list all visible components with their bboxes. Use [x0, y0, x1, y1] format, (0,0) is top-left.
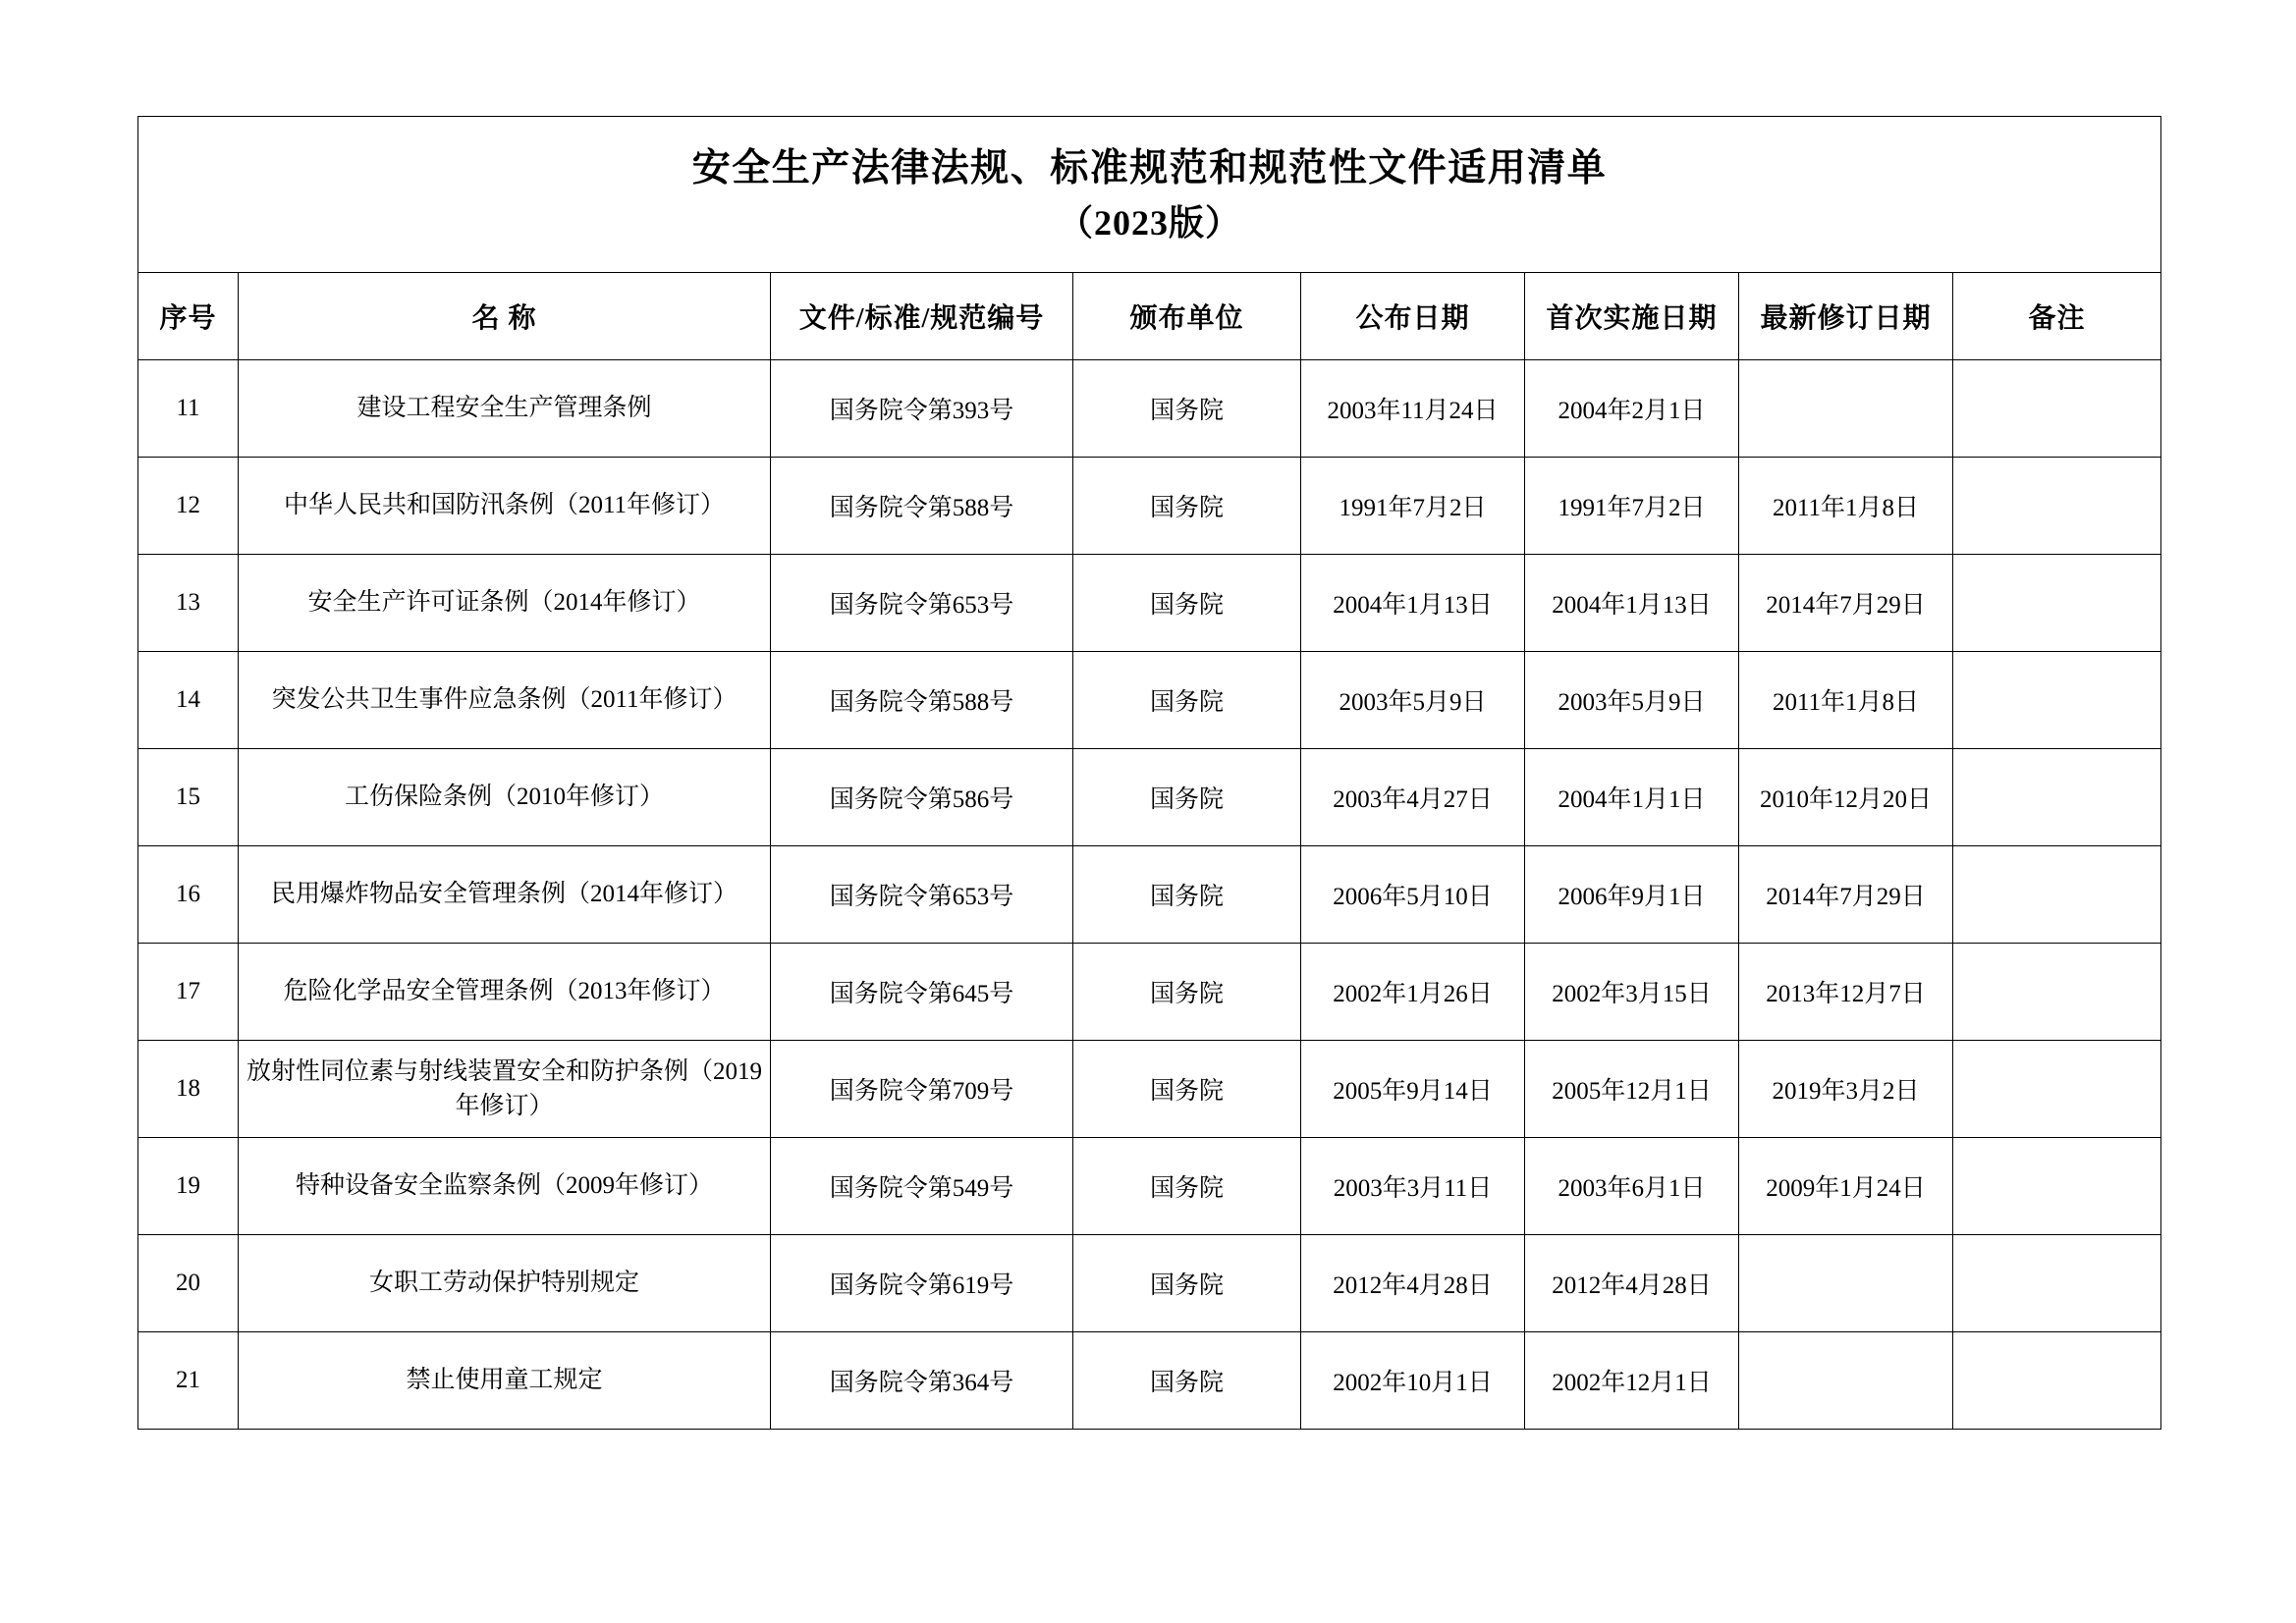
- row-note: [1953, 944, 2161, 1041]
- row-code: 国务院令第393号: [771, 360, 1073, 458]
- row-name: 民用爆炸物品安全管理条例（2014年修订）: [239, 846, 771, 944]
- row-latest-revision-date: 2011年1月8日: [1739, 652, 1953, 749]
- title-row: [138, 117, 2161, 273]
- row-latest-revision-date: 2014年7月29日: [1739, 555, 1953, 652]
- row-note: [1953, 749, 2161, 846]
- row-publish-date: 2003年4月27日: [1301, 749, 1525, 846]
- row-index: 20: [138, 1235, 239, 1332]
- row-org: 国务院: [1073, 555, 1301, 652]
- header-index: 序号: [138, 273, 239, 360]
- row-code: 国务院令第364号: [771, 1332, 1073, 1430]
- row-index: 13: [138, 555, 239, 652]
- row-first-effective-date: 2005年12月1日: [1525, 1041, 1739, 1138]
- table-row: [138, 846, 2161, 944]
- table-row: [138, 944, 2161, 1041]
- row-latest-revision-date: 2010年12月20日: [1739, 749, 1953, 846]
- row-index: 14: [138, 652, 239, 749]
- row-code: 国务院令第586号: [771, 749, 1073, 846]
- header-first-effective-date: 首次实施日期: [1525, 273, 1739, 360]
- row-name: 女职工劳动保护特别规定: [239, 1235, 771, 1332]
- row-code: 国务院令第709号: [771, 1041, 1073, 1138]
- row-publish-date: 2012年4月28日: [1301, 1235, 1525, 1332]
- row-publish-date: 1991年7月2日: [1301, 458, 1525, 555]
- table-row: [138, 360, 2161, 458]
- row-publish-date: 2002年1月26日: [1301, 944, 1525, 1041]
- table-row: [138, 749, 2161, 846]
- row-note: [1953, 1235, 2161, 1332]
- header-latest-revision-date: 最新修订日期: [1739, 273, 1953, 360]
- row-name: 突发公共卫生事件应急条例（2011年修订）: [239, 652, 771, 749]
- row-first-effective-date: 2002年3月15日: [1525, 944, 1739, 1041]
- table-row: [138, 1138, 2161, 1235]
- row-name: 特种设备安全监察条例（2009年修订）: [239, 1138, 771, 1235]
- row-first-effective-date: 2003年6月1日: [1525, 1138, 1739, 1235]
- row-publish-date: 2004年1月13日: [1301, 555, 1525, 652]
- row-code: 国务院令第588号: [771, 458, 1073, 555]
- header-publish-date: 公布日期: [1301, 273, 1525, 360]
- row-publish-date: 2002年10月1日: [1301, 1332, 1525, 1430]
- row-index: 18: [138, 1041, 239, 1138]
- row-code: 国务院令第549号: [771, 1138, 1073, 1235]
- row-first-effective-date: 2004年2月1日: [1525, 360, 1739, 458]
- table-header-row: [138, 273, 2161, 360]
- row-org: 国务院: [1073, 360, 1301, 458]
- row-first-effective-date: 2003年5月9日: [1525, 652, 1739, 749]
- row-org: 国务院: [1073, 1332, 1301, 1430]
- row-index: 21: [138, 1332, 239, 1430]
- row-index: 15: [138, 749, 239, 846]
- row-code: 国务院令第645号: [771, 944, 1073, 1041]
- row-publish-date: 2005年9月14日: [1301, 1041, 1525, 1138]
- row-index: 11: [138, 360, 239, 458]
- row-first-effective-date: 2006年9月1日: [1525, 846, 1739, 944]
- row-note: [1953, 652, 2161, 749]
- row-code: 国务院令第653号: [771, 846, 1073, 944]
- row-latest-revision-date: [1739, 1235, 1953, 1332]
- table-row: [138, 1332, 2161, 1430]
- document-title: [138, 117, 2161, 273]
- row-org: 国务院: [1073, 458, 1301, 555]
- row-name: 安全生产许可证条例（2014年修订）: [239, 555, 771, 652]
- row-first-effective-date: 2012年4月28日: [1525, 1235, 1739, 1332]
- row-org: 国务院: [1073, 1138, 1301, 1235]
- table-row: [138, 652, 2161, 749]
- row-code: 国务院令第619号: [771, 1235, 1073, 1332]
- row-index: 19: [138, 1138, 239, 1235]
- header-code: 文件/标准/规范编号: [771, 273, 1073, 360]
- row-name: 建设工程安全生产管理条例: [239, 360, 771, 458]
- row-note: [1953, 458, 2161, 555]
- row-publish-date: 2003年3月11日: [1301, 1138, 1525, 1235]
- row-name: 中华人民共和国防汛条例（2011年修订）: [239, 458, 771, 555]
- table-row: [138, 1235, 2161, 1332]
- row-publish-date: 2003年5月9日: [1301, 652, 1525, 749]
- header-org: 颁布单位: [1073, 273, 1301, 360]
- row-note: [1953, 360, 2161, 458]
- row-index: 12: [138, 458, 239, 555]
- table-row: [138, 1041, 2161, 1138]
- row-index: 16: [138, 846, 239, 944]
- row-latest-revision-date: 2014年7月29日: [1739, 846, 1953, 944]
- row-publish-date: 2006年5月10日: [1301, 846, 1525, 944]
- row-latest-revision-date: 2019年3月2日: [1739, 1041, 1953, 1138]
- row-org: 国务院: [1073, 1235, 1301, 1332]
- row-org: 国务院: [1073, 846, 1301, 944]
- row-org: 国务院: [1073, 652, 1301, 749]
- title-line-1: 安全生产法律法规、标准规范和规范性文件适用清单: [691, 146, 1608, 189]
- row-org: 国务院: [1073, 944, 1301, 1041]
- row-latest-revision-date: 2013年12月7日: [1739, 944, 1953, 1041]
- row-publish-date: 2003年11月24日: [1301, 360, 1525, 458]
- row-name: 禁止使用童工规定: [239, 1332, 771, 1430]
- row-latest-revision-date: 2009年1月24日: [1739, 1138, 1953, 1235]
- row-note: [1953, 555, 2161, 652]
- row-latest-revision-date: [1739, 1332, 1953, 1430]
- row-note: [1953, 846, 2161, 944]
- row-name: 工伤保险条例（2010年修订）: [239, 749, 771, 846]
- row-code: 国务院令第588号: [771, 652, 1073, 749]
- row-note: [1953, 1138, 2161, 1235]
- row-code: 国务院令第653号: [771, 555, 1073, 652]
- row-index: 17: [138, 944, 239, 1041]
- row-name: 放射性同位素与射线装置安全和防护条例（2019年修订）: [239, 1041, 771, 1138]
- row-org: 国务院: [1073, 1041, 1301, 1138]
- row-name: 危险化学品安全管理条例（2013年修订）: [239, 944, 771, 1041]
- row-first-effective-date: 1991年7月2日: [1525, 458, 1739, 555]
- title-line-2: （2023版）: [1058, 203, 1242, 243]
- header-name: 名 称: [239, 273, 771, 360]
- row-first-effective-date: 2004年1月13日: [1525, 555, 1739, 652]
- row-latest-revision-date: [1739, 360, 1953, 458]
- table-row: [138, 458, 2161, 555]
- row-org: 国务院: [1073, 749, 1301, 846]
- table-row: [138, 555, 2161, 652]
- header-note: 备注: [1953, 273, 2161, 360]
- row-first-effective-date: 2004年1月1日: [1525, 749, 1739, 846]
- row-note: [1953, 1332, 2161, 1430]
- regulations-table: [137, 116, 2161, 1430]
- row-note: [1953, 1041, 2161, 1138]
- row-first-effective-date: 2002年12月1日: [1525, 1332, 1739, 1430]
- row-latest-revision-date: 2011年1月8日: [1739, 458, 1953, 555]
